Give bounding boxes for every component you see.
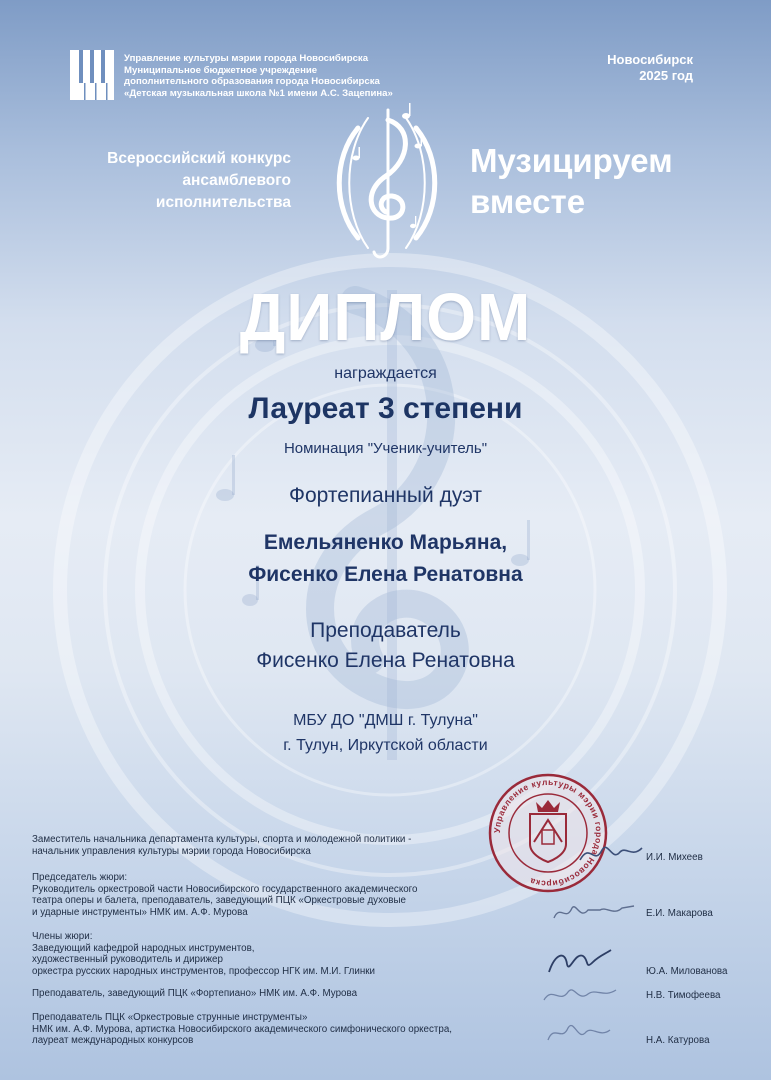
jury-line: и ударные инструменты» НМК им. А.Ф. Мурова [32,906,248,918]
participant-names [0,527,771,591]
org-line: «Детская музыкальная школа №1 имени А.С. Зацепина» [124,87,393,99]
nomination: Номинация "Ученик-учитель" [283,440,488,457]
jury-line: НМК им. А.Ф. Мурова, артистка Новосибирского академического симфонического оркестра, [32,1023,453,1035]
jury-line: лауреат международных конкурсов [32,1035,194,1047]
city: Новосибирск [607,52,693,67]
piano-keys-logo-icon [70,50,114,100]
signature-milovanova [545,944,615,978]
jury-line: начальник управления культуры мэрии города Новосибирска [32,845,311,857]
jury-name: И.И. Михеев [646,852,703,863]
jury-line: Руководитель оркестровой части Новосибирского государственного академического [32,883,418,895]
jury-entry [32,872,502,918]
festival-name-line: Музицируем [470,142,673,179]
jury-name: Е.И. Макарова [646,908,713,919]
diploma-title: ДИПЛОМ [239,279,532,355]
jury-line: оркестра русских народных инструментов, профессор НГК им. М.И. Глинки [32,965,376,977]
school-name: МБУ ДО "ДМШ г. Тулуна" [293,712,478,729]
signature-mikheev [576,836,646,868]
jury-entry [32,834,502,857]
ensemble-type: Фортепианный дуэт [289,484,482,507]
jury-line: Члены жюри: [32,931,93,942]
org-line: Муниципальное бюджетное учреждение [124,64,318,76]
festival-name [470,140,740,222]
jury-entry [32,1012,502,1047]
participant-name: Емельяненко Марьяна, [263,531,508,554]
laureate-degree: Лауреат 3 степени [248,392,523,425]
contest-line: ансамблевого [182,172,291,189]
jury-line: театра оперы и балета, преподаватель, заведующий ПЦК «Оркестровые духовые [32,895,406,907]
jury-line: Преподаватель, заведующий ПЦК «Фортепиано» НМК им. А.Ф. Мурова [32,988,358,999]
signature-timofeeva [540,982,620,1008]
year: 2025 год [639,68,693,83]
teacher-name: Фисенко Елена Ренатовна [256,649,515,672]
jury-line: Заместитель начальника департамента культуры, спорта и молодежной политики - [32,834,412,845]
festival-name-line: вместе [470,183,586,220]
contest-title [60,148,291,214]
jury-name: Н.А. Катурова [646,1035,710,1046]
participant-name: Фисенко Елена Ренатовна [248,563,523,586]
teacher-label: Преподаватель [310,619,461,642]
org-line: Управление культуры мэрии города Новосибирска [124,53,369,64]
jury-name: Н.В. Тимофеева [646,990,721,1001]
organization-block [124,53,424,99]
contest-line: исполнительства [155,194,291,211]
school-block [0,708,771,758]
jury-line: Председатель жюри: [32,872,128,883]
signature-katurova [544,1016,614,1048]
city-year-block [560,52,693,84]
jury-line: Заведующий кафедрой народных инструментов, [32,942,255,954]
jury-name: Ю.А. Милованова [646,966,728,977]
jury-entry [32,931,502,977]
school-location: г. Тулун, Иркутской области [283,737,488,754]
contest-line: Всероссийский конкурс [107,150,291,167]
seal-text: Управление культуры мэрии города Новосибирска [491,776,605,890]
jury-entry [32,988,502,1000]
signature-makarova [548,898,638,928]
awarded-label: награждается [334,365,437,382]
org-line: дополнительного образования города Новосибирска [124,76,380,88]
jury-line: Преподаватель ПЦК «Оркестровые струнные инструменты» [32,1012,308,1023]
jury-line: художественный руководитель и дирижер [32,954,223,966]
teacher-block [0,616,771,676]
city-coat-of-arms-seal-icon [486,772,610,894]
treble-clef-emblem-icon [328,98,446,268]
